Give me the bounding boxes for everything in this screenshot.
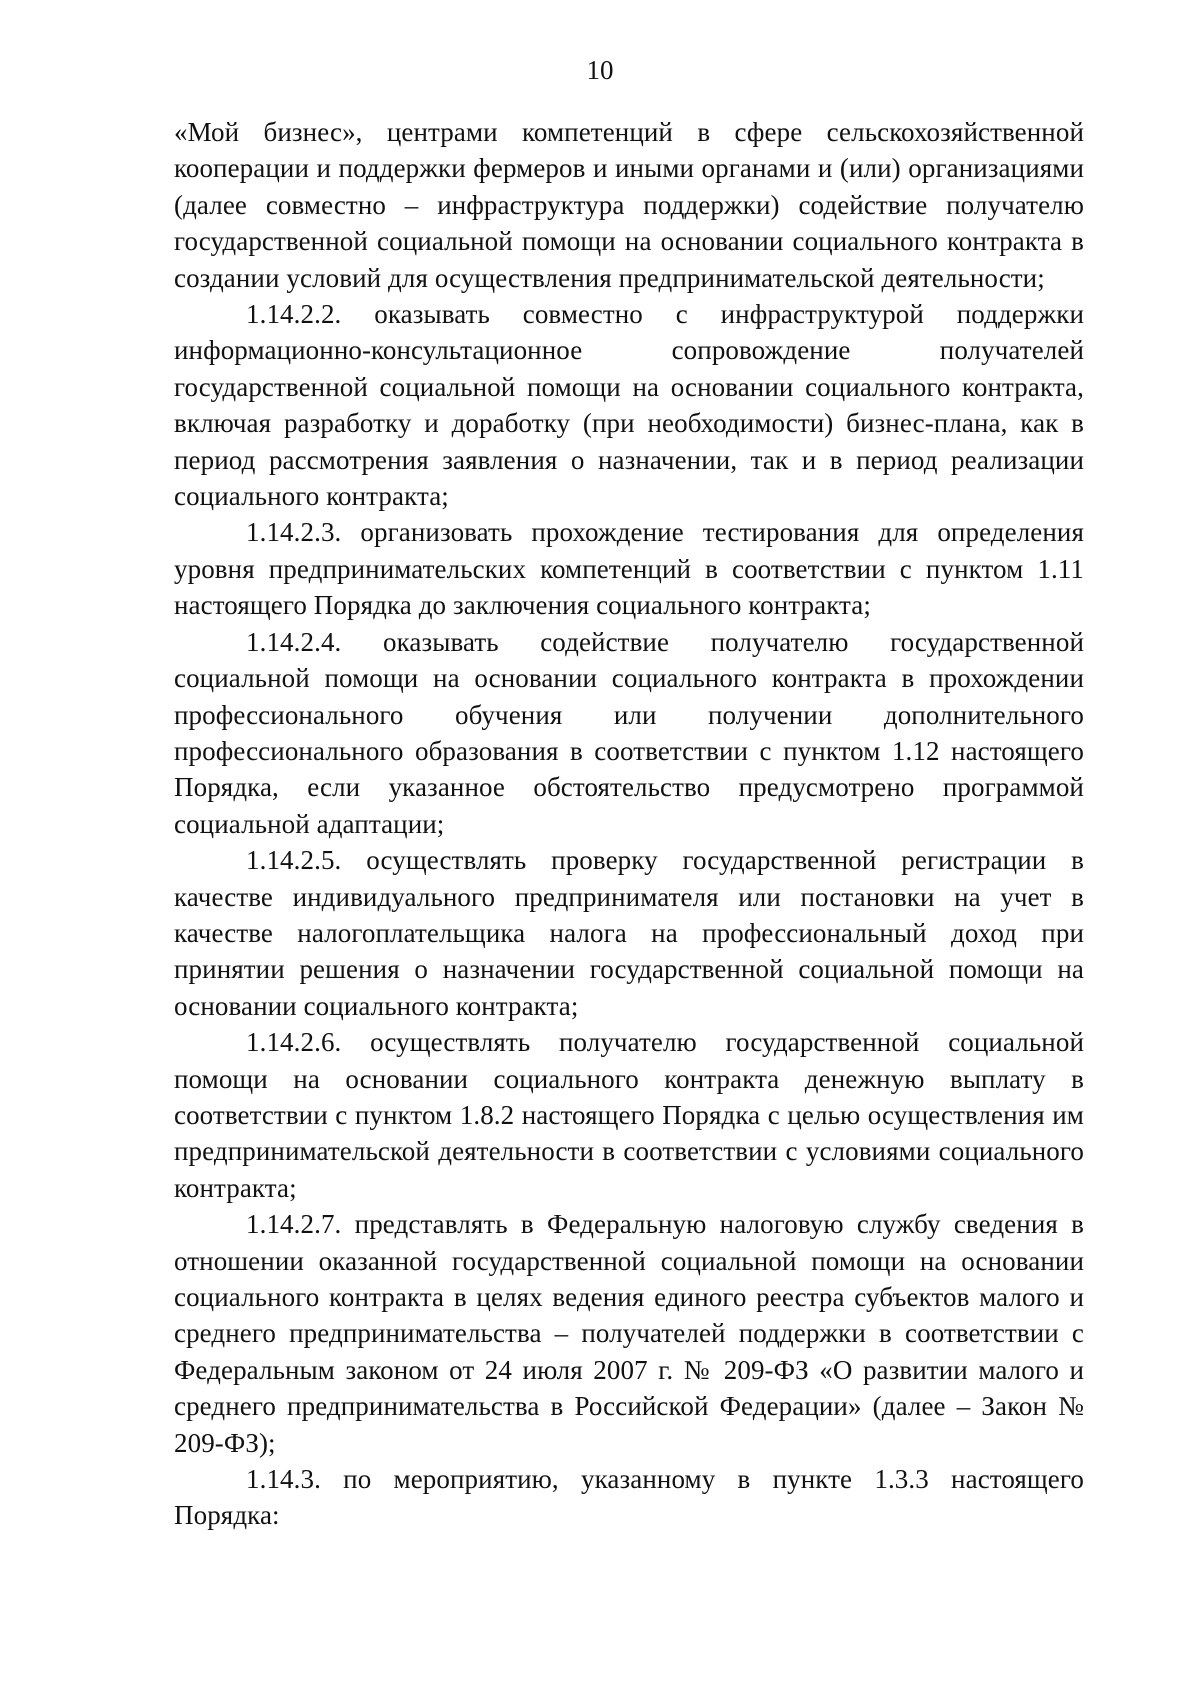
- paragraph-1-14-2-3: 1.14.2.3. организовать прохождение тестирования для определения уровня предпринимательских компетенций в соответствии с пунктом 1.11 настоящего Порядка до заключения социального контракта;: [174, 517, 1084, 621]
- paragraph-1-14-2-5: 1.14.2.5. осуществлять проверку государственной регистрации в качестве индивидуального предпринимателя или постановки на учет в качестве налогоплательщика налога на профессиональный доход при принятии решения о назначении государственной социальной помощи на основании социального контракта;: [174, 845, 1084, 1021]
- paragraph-1-14-2-2: 1.14.2.2. оказывать совместно с инфраструктурой поддержки информационно-консультационное сопровождение получателей государственной социальной помощи на основании социального контракта, включая разработку и доработку (при необходимости) бизнес-плана, как в период рассмотрения заявления о назначении, так и в период реализации социального контракта;: [174, 299, 1084, 512]
- paragraph-1-14-2-6: 1.14.2.6. осуществлять получателю государственной социальной помощи на основании социального контракта денежную выплату в соответствии с пунктом 1.8.2 настоящего Порядка с целью осуществления им предпринимательской деятельности в соответствии с условиями социального контракта;: [174, 1027, 1084, 1203]
- paragraph-1-14-2-7: 1.14.2.7. представлять в Федеральную налоговую службу сведения в отношении оказанной государственной социальной помощи на основании социального контракта в целях ведения единого реестра субъектов малого и среднего предпринимательства – получателей поддержки в соответствии с Федеральным законом от 24 июля 2007 г. № 209-ФЗ «О развитии малого и среднего предпринимательства в Российской Федерации» (далее – Закон № 209-ФЗ);: [174, 1209, 1084, 1458]
- paragraph-continuation: «Мой бизнес», центрами компетенций в сфере сельскохозяйственной кооперации и поддержки фермеров и иными органами и (или) организациями (далее совместно – инфраструктура поддержки) содействие получателю государственной социальной помощи на основании социального контракта в создании условий для осуществления предпринимательской деятельности;: [174, 117, 1084, 293]
- paragraph-1-14-2-4: 1.14.2.4. оказывать содействие получателю государственной социальной помощи на основании социального контракта в прохождении профессионального обучения или получении дополнительного профессионального образования в соответствии с пунктом 1.12 настоящего Порядка, если указанное обстоятельство предусмотрено программой социальной адаптации;: [174, 626, 1084, 839]
- document-body: [174, 114, 1084, 1534]
- paragraph-1-14-3: 1.14.3. по мероприятию, указанному в пункте 1.3.3 настоящего Порядка:: [174, 1464, 1084, 1531]
- page-number: 10: [586, 55, 614, 85]
